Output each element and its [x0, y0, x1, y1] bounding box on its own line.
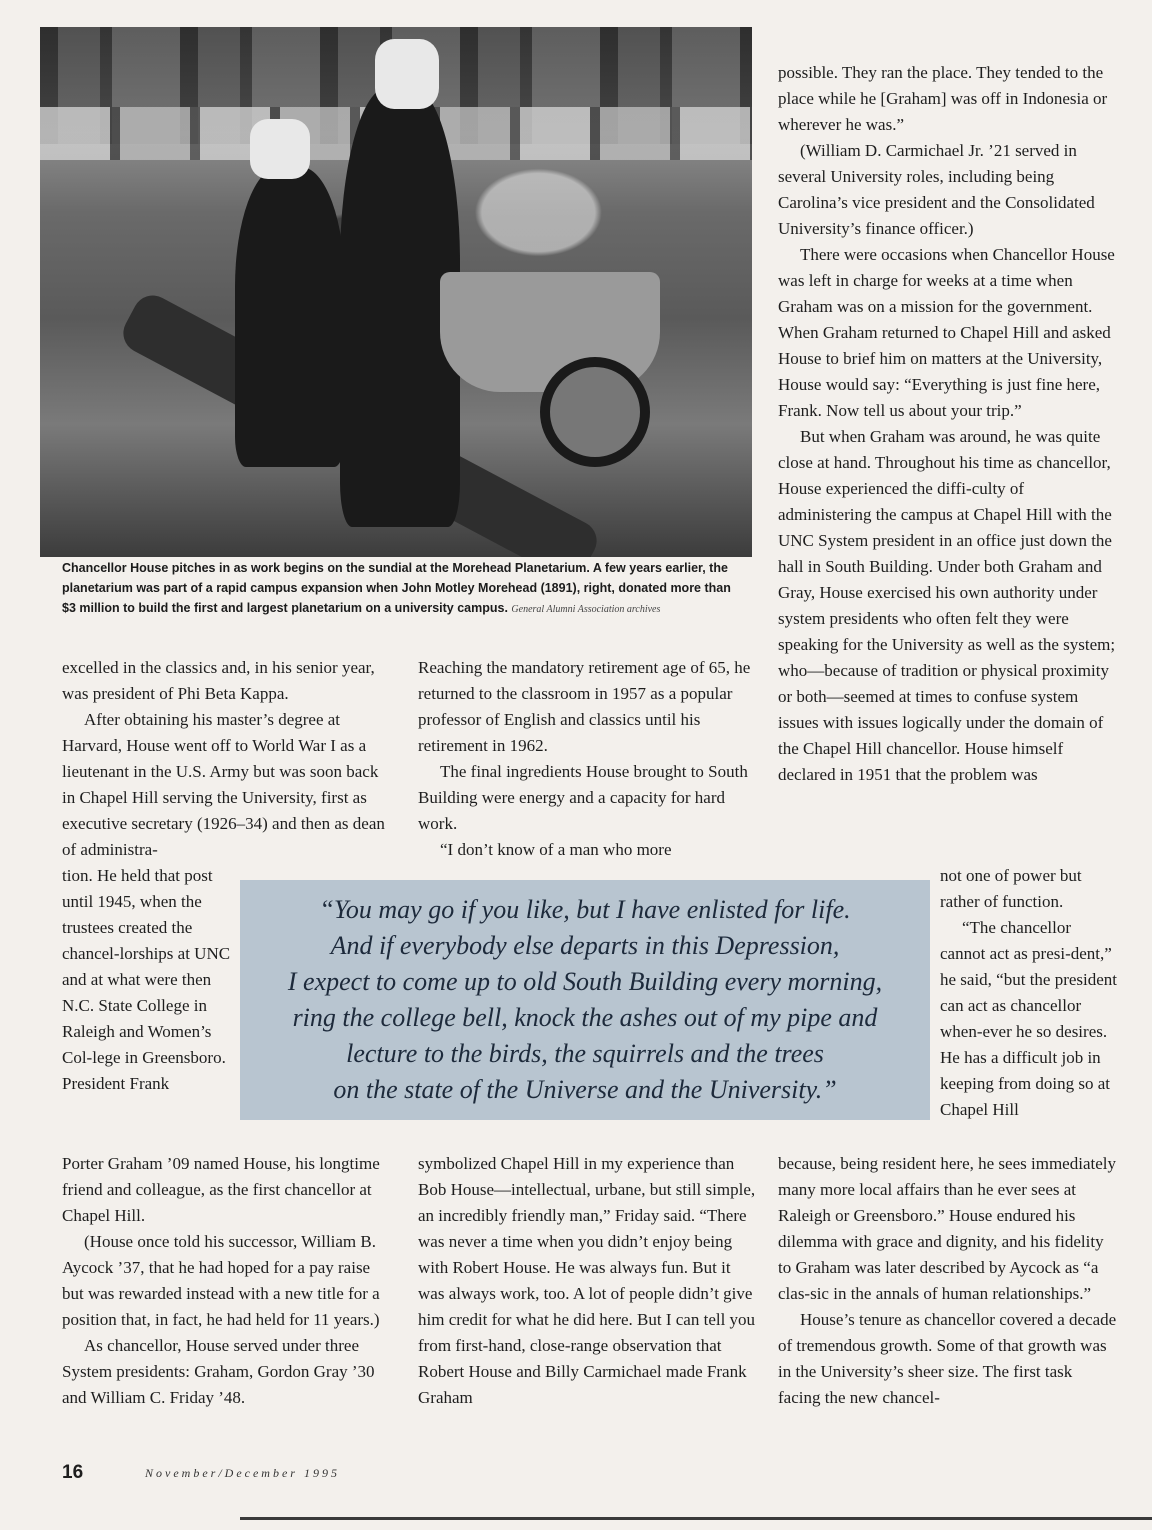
paragraph: not one of power but rather of function.	[940, 866, 1082, 911]
column-2-top	[418, 655, 758, 863]
paragraph: The final ingredients House brought to South Building were energy and a capacity for hard work.	[418, 762, 748, 833]
paragraph: symbolized Chapel Hill in my experience than Bob House—intellectual, urbane, but still simple, an incredibly friendly man,” Friday said. “There was never a time when you didn’t enjoy being with Robert House. He was always fun. But it was always work, too. A lot of people didn’t give him credit for what he did here. But I can tell you from first-hand, close-range observation that Robert House and Billy Carmichael made Frank Graham	[418, 1154, 756, 1407]
paragraph: possible. They ran the place. They tended to the place while he [Graham] was off in Indonesia or wherever he was.”	[778, 63, 1108, 134]
photo-person-right-head	[375, 39, 439, 109]
paragraph: (William D. Carmichael Jr. ’21 served in several University roles, including being Carolina’s vice president and the Consolidated University’s finance officer.)	[778, 141, 1095, 238]
paragraph: As chancellor, House served under three System presidents: Graham, Gordon Gray ’30 and William C. Friday ’48.	[62, 1336, 375, 1407]
column-1-bottom	[62, 1151, 392, 1411]
paragraph: House’s tenure as chancellor covered a decade of tremendous growth. Some of that growth was in the University’s sheer size. The first task facing the new chancel-	[778, 1310, 1117, 1407]
paragraph: There were occasions when Chancellor House was left in charge for weeks at a time when Graham was on a mission for the government. When Graham returned to Chapel Hill and asked House to brief him on matters at the University, House would say: “Everything is just fine here, Frank. Now tell us about your trip.”	[778, 245, 1115, 420]
pull-quote-line: “You may go if you like, but I have enlisted for life.	[319, 895, 851, 924]
paragraph: “The chancellor cannot act as presi-dent,” he said, “but the president can act as chancellor when-ever he so desires. He has a difficult job in keeping from doing so at Chapel Hill	[940, 918, 1118, 1119]
caption-text: Chancellor House pitches in as work begins on the sundial at the Morehead Planetarium. A few years earlier, the planetarium was part of a rapid campus expansion when John Motley Morehead (1891), right, donated more than $3 million to build the first and largest planetarium on a university campus.	[62, 561, 731, 615]
photo-person-left-head	[250, 119, 310, 179]
paragraph: excelled in the classics and, in his senior year, was president of Phi Beta Kappa.	[62, 658, 375, 703]
paragraph: (House once told his successor, William B. Aycock ’37, that he had hoped for a pay raise but was rewarded instead with a new title for a position that, in fact, he had held for 11 years.)	[62, 1232, 380, 1329]
photo-person-left	[235, 167, 345, 467]
paragraph: because, being resident here, he sees immediately many more local affairs than he ever sees at Raleigh or Greensboro.” House endured his dilemma with grace and dignity, and his fidelity to Graham was later described by Aycock as “a clas-sic in the annals of human relationships.”	[778, 1154, 1116, 1303]
issue-date: November/December 1995	[145, 1466, 340, 1480]
footer-rule	[240, 1517, 1152, 1520]
pull-quote-line: lecture to the birds, the squirrels and the trees	[346, 1039, 824, 1068]
column-3-wrap	[940, 863, 1120, 1123]
paragraph: Porter Graham ’09 named House, his longtime friend and colleague, as the first chancellor at Chapel Hill.	[62, 1154, 380, 1225]
column-2-bottom	[418, 1151, 758, 1411]
column-1-wrap	[62, 863, 242, 1097]
paragraph: But when Graham was around, he was quite close at hand. Throughout his time as chancellor, House experienced the diffi-culty of administering the campus at Chapel Hill with the UNC System president in an office just down the hall in South Building. Under both Graham and Gray, House exercised his own authority under system presidents who often felt they were speaking for the University as well as the system; who—because of tradition or physical proximity or both—seemed at times to confuse system issues with issues logically under the domain of the Chapel Hill chancellor. House himself declared in 1951 that the problem was	[778, 427, 1116, 784]
paragraph: Reaching the mandatory retirement age of 65, he returned to the classroom in 1957 as a popular professor of English and classics until his retirement in 1962.	[418, 658, 751, 755]
pull-quote	[240, 880, 930, 1120]
photo-credit: General Alumni Association archives	[511, 604, 661, 615]
pull-quote-line: I expect to come up to old South Building every morning,	[287, 967, 883, 996]
pull-quote-line: on the state of the Universe and the University.”	[333, 1075, 837, 1104]
column-1-top	[62, 655, 392, 863]
paragraph: After obtaining his master’s degree at Harvard, House went off to World War I as a lieutenant in the U.S. Army but was soon back in Chapel Hill serving the University, first as executive secretary (1926–34) and then as dean of administra-	[62, 710, 385, 859]
paragraph: “I don’t know of a man who more	[440, 840, 672, 859]
pull-quote-line: ring the college bell, knock the ashes out of my pipe and	[292, 1003, 878, 1032]
pull-quote-line: And if everybody else departs in this Depression,	[330, 931, 840, 960]
archival-photo	[40, 27, 752, 557]
column-3-top	[778, 60, 1118, 788]
page-number: 16	[62, 1462, 84, 1483]
column-3-bottom	[778, 1151, 1118, 1411]
paragraph: tion. He held that post until 1945, when the trustees created the chancel-lorships at UNC and at what were then N.C. State College in Raleigh and Women’s Col-lege in Greensboro. President Frank	[62, 866, 231, 1093]
photo-caption	[62, 558, 742, 620]
photo-wheelbarrow-wheel	[540, 357, 650, 467]
